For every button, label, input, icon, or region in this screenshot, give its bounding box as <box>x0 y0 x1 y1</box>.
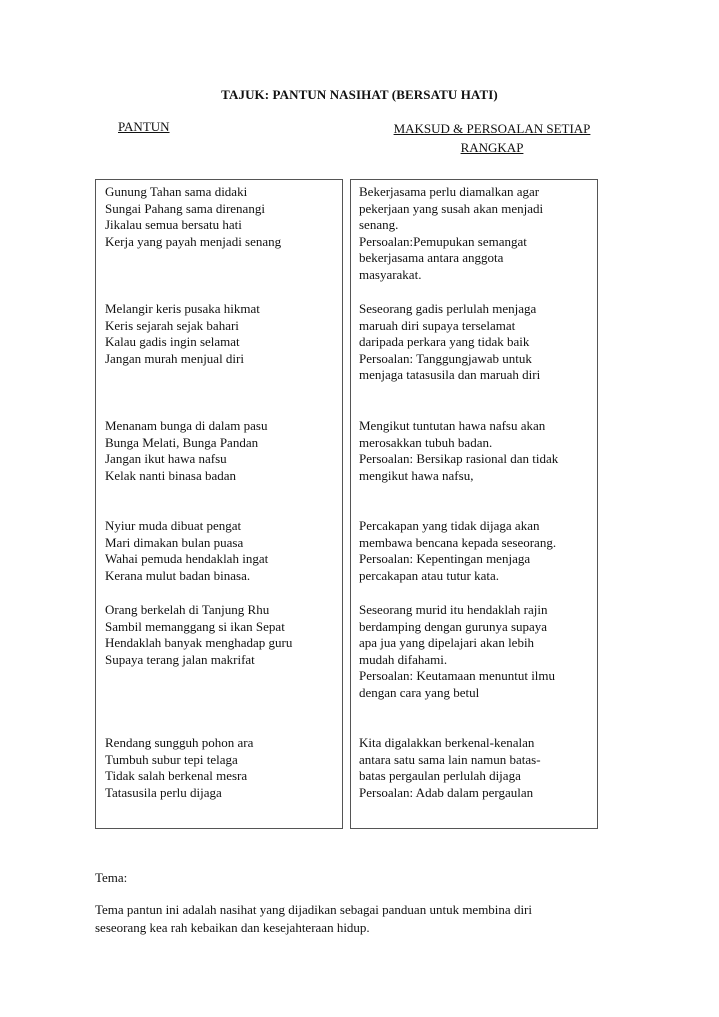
pantun-line: Wahai pemuda hendaklah ingat <box>105 551 269 567</box>
column-header-maksud-line2: RANGKAP <box>460 140 524 155</box>
pantun-stanza-5 <box>105 602 292 668</box>
page-title: TAJUK: PANTUN NASIHAT (BERSATU HATI) <box>221 87 498 102</box>
maksud-line: masyarakat. <box>359 266 422 282</box>
pantun-line: Menanam bunga di dalam pasu <box>105 418 268 433</box>
maksud-line: daripada perkara yang tidak baik <box>359 334 530 350</box>
maksud-line: apa jua yang dipelajari akan lebih <box>359 635 535 651</box>
maksud-line: Persoalan: Bersikap rasional dan tidak <box>359 451 559 467</box>
pantun-line: Jangan ikut hawa nafsu <box>105 451 227 467</box>
tema-line: seseorang kea rah kebaikan dan kesejahteraan hidup. <box>95 920 370 935</box>
pantun-stanza-1 <box>105 184 281 250</box>
maksud-stanza-6 <box>359 735 541 801</box>
pantun-line: Bunga Melati, Bunga Pandan <box>105 434 259 450</box>
tema-label: Tema: <box>95 870 128 885</box>
pantun-line: Rendang sungguh pohon ara <box>105 735 254 750</box>
maksud-line: mudah difahami. <box>359 651 448 667</box>
tema-line: Tema pantun ini adalah nasihat yang dijadikan sebagai panduan untuk membina diri <box>95 902 532 917</box>
maksud-line: Kita digalakkan berkenal-kenalan <box>359 735 535 750</box>
maksud-line: Seseorang murid itu hendaklah rajin <box>359 602 548 617</box>
pantun-line: Orang berkelah di Tanjung Rhu <box>105 602 270 617</box>
pantun-line: Kalau gadis ingin selamat <box>105 334 240 350</box>
pantun-stanza-4 <box>105 518 268 584</box>
pantun-line: Jangan murah menjual diri <box>105 350 244 366</box>
maksud-stanza-5 <box>359 602 555 702</box>
maksud-line: pekerjaan yang susah akan menjadi <box>359 200 544 216</box>
maksud-line: Seseorang gadis perlulah menjaga <box>359 301 537 316</box>
pantun-stanza-3 <box>105 418 267 484</box>
maksud-stanza-3 <box>359 418 558 484</box>
maksud-line: menjaga tatasusila dan maruah diri <box>359 367 541 383</box>
maksud-line: senang. <box>359 217 399 233</box>
pantun-line: Nyiur muda dibuat pengat <box>105 518 242 533</box>
maksud-line: percakapan atau tutur kata. <box>359 567 500 583</box>
maksud-line: mengikut hawa nafsu, <box>359 467 474 483</box>
pantun-line: Sungai Pahang sama direnangi <box>105 200 265 216</box>
maksud-line: antara satu sama lain namun batas- <box>359 751 541 767</box>
maksud-line: Bekerjasama perlu diamalkan agar <box>359 184 540 199</box>
pantun-line: Mari dimakan bulan puasa <box>105 534 244 550</box>
pantun-line: Melangir keris pusaka hikmat <box>105 301 260 316</box>
maksud-line: batas pergaulan perlulah dijaga <box>359 768 521 784</box>
pantun-stanza-2 <box>105 301 260 367</box>
maksud-line: merosakkan tubuh badan. <box>359 434 493 450</box>
maksud-line: dengan cara yang betul <box>359 684 480 700</box>
column-header-pantun: PANTUN <box>118 119 170 134</box>
maksud-line: Percakapan yang tidak dijaga akan <box>359 518 540 533</box>
maksud-line: Persoalan: Keutamaan menuntut ilmu <box>359 668 556 684</box>
pantun-line: Tidak salah berkenal mesra <box>105 768 248 784</box>
maksud-line: berdamping dengan gurunya supaya <box>359 618 548 634</box>
maksud-stanza-1 <box>359 184 543 284</box>
maksud-line: Persoalan: Tanggungjawab untuk <box>359 350 532 366</box>
maksud-line: Mengikut tuntutan hawa nafsu akan <box>359 418 546 433</box>
maksud-line: maruah diri supaya terselamat <box>359 317 516 333</box>
pantun-line: Tatasusila perlu dijaga <box>105 784 222 800</box>
pantun-line: Keris sejarah sejak bahari <box>105 317 239 333</box>
pantun-line: Kerana mulut badan binasa. <box>105 567 251 583</box>
maksud-stanza-2 <box>359 301 540 384</box>
column-header-maksud <box>376 119 608 157</box>
tema-paragraph <box>95 901 615 937</box>
pantun-line: Tumbuh subur tepi telaga <box>105 751 238 767</box>
pantun-line: Jikalau semua bersatu hati <box>105 217 242 233</box>
maksud-line: membawa bencana kepada seseorang. <box>359 534 557 550</box>
maksud-stanza-4 <box>359 518 556 584</box>
maksud-line: bekerjasama antara anggota <box>359 250 504 266</box>
pantun-line: Kerja yang payah menjadi senang <box>105 233 282 249</box>
pantun-line: Sambil memanggang si ikan Sepat <box>105 618 285 634</box>
maksud-line: Persoalan: Adab dalam pergaulan <box>359 784 534 800</box>
pantun-stanza-6 <box>105 735 253 801</box>
pantun-line: Hendaklah banyak menghadap guru <box>105 635 293 651</box>
maksud-line: Persoalan: Kepentingan menjaga <box>359 551 531 567</box>
pantun-line: Kelak nanti binasa badan <box>105 467 237 483</box>
pantun-box <box>95 179 343 829</box>
maksud-line: Persoalan:Pemupukan semangat <box>359 233 527 249</box>
column-header-maksud-line1: MAKSUD & PERSOALAN SETIAP <box>393 121 591 136</box>
pantun-line: Gunung Tahan sama didaki <box>105 184 248 199</box>
pantun-line: Supaya terang jalan makrifat <box>105 651 255 667</box>
